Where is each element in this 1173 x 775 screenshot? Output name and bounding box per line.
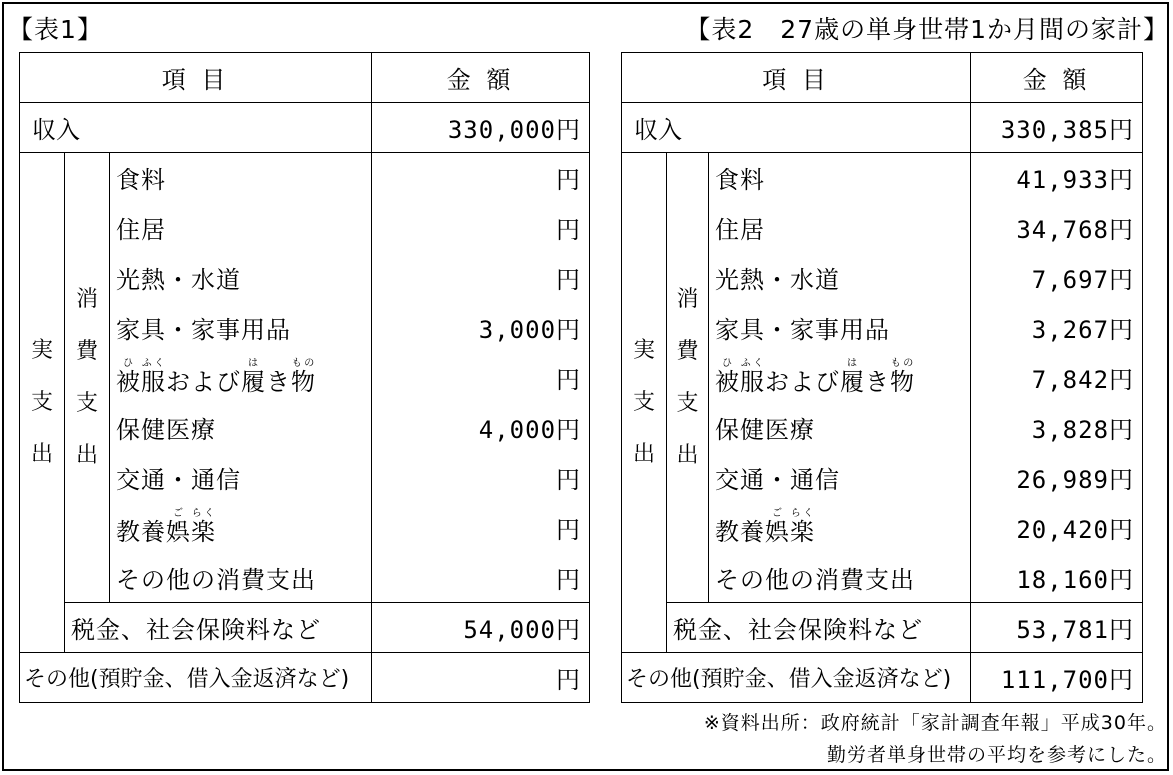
income-label: 収入	[622, 103, 971, 153]
expense-amount: 3,828円	[971, 403, 1143, 453]
header-item: 項 目	[622, 53, 971, 103]
expense-amount: 18,160円	[971, 553, 1143, 603]
table1	[19, 52, 590, 703]
expense-label: 交通・通信	[110, 453, 372, 503]
income-row	[20, 103, 590, 153]
inner-group-label: 消 費 支 出	[65, 153, 110, 603]
tax-row	[622, 603, 1143, 653]
table-row	[622, 153, 1143, 203]
table2	[621, 52, 1143, 703]
header-row	[622, 53, 1143, 103]
header-item: 項 目	[20, 53, 372, 103]
other-label: その他(預貯金、借入金返済など)	[20, 653, 372, 703]
expense-label: 被ひ服ふくおよび履はき物もの	[110, 353, 372, 403]
table1-caption: 【表1】	[8, 15, 103, 44]
income-amount: 330,385円	[971, 103, 1143, 153]
tax-amount: 53,781円	[971, 603, 1143, 653]
income-row	[622, 103, 1143, 153]
expense-amount: 7,842円	[971, 353, 1143, 403]
expense-label: 教養娯ご楽らく	[110, 503, 372, 553]
expense-amount: 円	[372, 503, 590, 553]
header-row	[20, 53, 590, 103]
expense-amount: 円	[372, 553, 590, 603]
expense-amount: 3,267円	[971, 303, 1143, 353]
expense-amount: 円	[372, 353, 590, 403]
expense-amount: 7,697円	[971, 253, 1143, 303]
expense-label: 光熱・水道	[110, 253, 372, 303]
outer-group-label: 実 支 出	[622, 153, 667, 653]
expense-amount: 円	[372, 203, 590, 253]
tax-amount: 54,000円	[372, 603, 590, 653]
expense-label: 住居	[110, 203, 372, 253]
expense-label: 光熱・水道	[709, 253, 971, 303]
expense-label: 被ひ服ふくおよび履はき物もの	[709, 353, 971, 403]
expense-amount: 4,000円	[372, 403, 590, 453]
expense-label: 教養娯ご楽らく	[709, 503, 971, 553]
expense-label: 食料	[110, 153, 372, 203]
expense-amount: 34,768円	[971, 203, 1143, 253]
expense-label: 家具・家事用品	[110, 303, 372, 353]
expense-amount: 円	[372, 453, 590, 503]
expense-label: その他の消費支出	[709, 553, 971, 603]
source-note-line2: 勤労者単身世帯の平均を参考にした。	[826, 744, 1167, 766]
other-label: その他(預貯金、借入金返済など)	[622, 653, 971, 703]
income-amount: 330,000円	[372, 103, 590, 153]
expense-label: その他の消費支出	[110, 553, 372, 603]
expense-label: 住居	[709, 203, 971, 253]
income-label: 収入	[20, 103, 372, 153]
expense-amount: 20,420円	[971, 503, 1143, 553]
expense-label: 家具・家事用品	[709, 303, 971, 353]
expense-label: 交通・通信	[709, 453, 971, 503]
expense-label: 保健医療	[110, 403, 372, 453]
tax-row	[20, 603, 590, 653]
other-amount: 円	[372, 653, 590, 703]
expense-amount: 3,000円	[372, 303, 590, 353]
other-row	[20, 653, 590, 703]
tax-label: 税金、社会保険料など	[667, 603, 971, 653]
expense-amount: 円	[372, 253, 590, 303]
other-amount: 111,700円	[971, 653, 1143, 703]
expense-amount: 円	[372, 153, 590, 203]
tax-label: 税金、社会保険料など	[65, 603, 372, 653]
source-note-line1: ※資料出所：政府統計「家計調査年報」平成30年。	[703, 712, 1167, 734]
outer-group-label: 実 支 出	[20, 153, 65, 653]
expense-label: 保健医療	[709, 403, 971, 453]
table-row	[20, 153, 590, 203]
expense-label: 食料	[709, 153, 971, 203]
table2-caption: 【表2 27歳の単身世帯1か月間の家計】	[685, 15, 1169, 44]
inner-group-label: 消 費 支 出	[667, 153, 709, 603]
header-amount: 金 額	[971, 53, 1143, 103]
expense-amount: 41,933円	[971, 153, 1143, 203]
header-amount: 金 額	[372, 53, 590, 103]
expense-amount: 26,989円	[971, 453, 1143, 503]
other-row	[622, 653, 1143, 703]
